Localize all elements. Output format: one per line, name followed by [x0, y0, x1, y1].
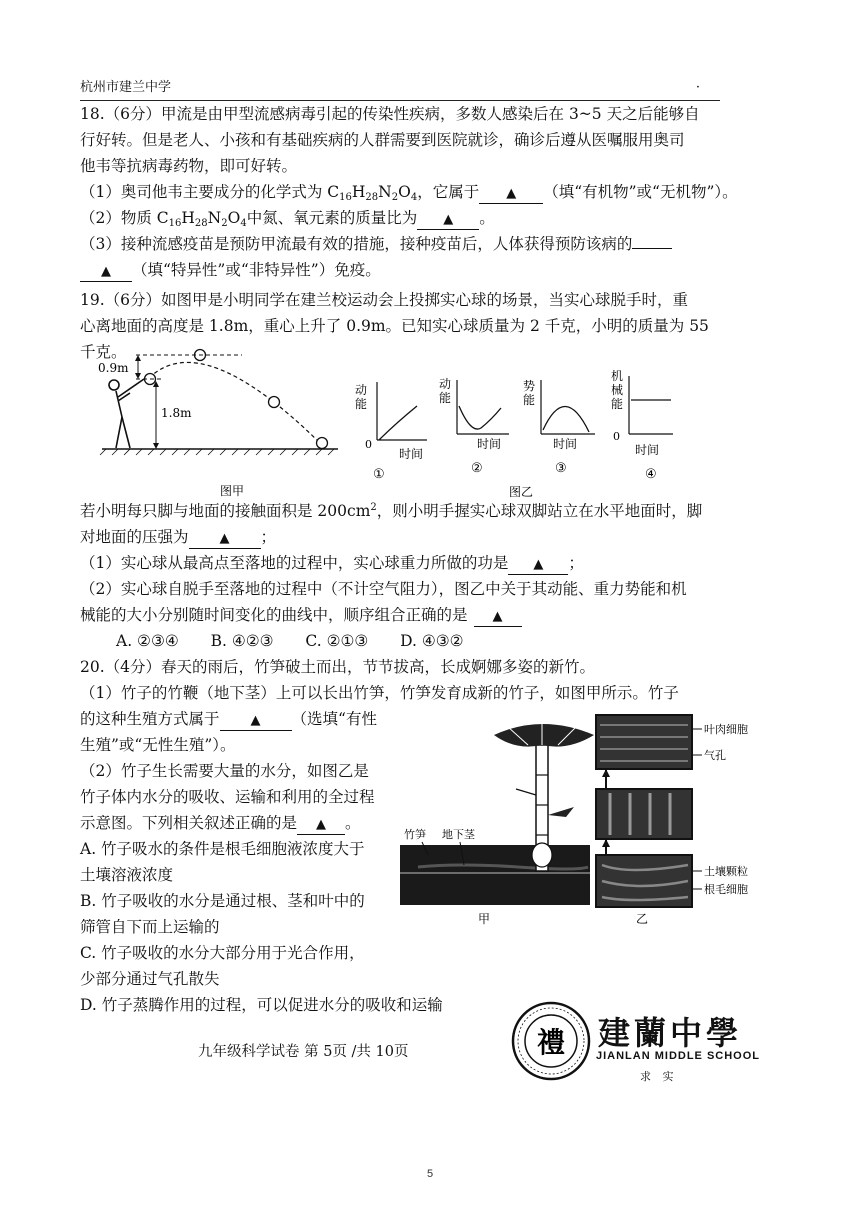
- seal-char: 禮: [536, 1026, 566, 1059]
- q19-intro-1: 19.（6分）如图甲是小明同学在建兰校运动会上投掷实心球的场景，当实心球脱手时，重: [80, 291, 689, 309]
- q19-options: [116, 630, 464, 652]
- label-0-9m: 0.9m: [98, 361, 129, 375]
- ball-mid: [269, 397, 280, 408]
- svg-text:机: 机: [611, 369, 624, 383]
- q20-option-c-1[interactable]: C. 竹子吸收的水分大部分用于光合作用，: [80, 944, 365, 962]
- q20-intro: 20.（4分）春天的雨后，竹笋破土而出，节节拔高，长成婀娜多姿的新竹。: [80, 658, 596, 676]
- graph-2: [439, 376, 509, 476]
- svg-text:时间: 时间: [635, 443, 660, 457]
- svg-text:④: ④: [645, 467, 657, 482]
- q19-pressure-line-1: 若小明每只脚与地面的接触面积是 $200cm^2$，则小明手握实心球双脚站立在水平地面时，脚: [80, 501, 703, 520]
- svg-text:势: 势: [523, 379, 536, 393]
- caption-yi: 图乙: [509, 485, 534, 498]
- answer-blank[interactable]: ▲: [417, 209, 479, 230]
- label-zhusun: 竹笋: [404, 828, 426, 841]
- graph-4: [611, 368, 673, 482]
- svg-text:②: ②: [471, 461, 483, 476]
- q19-part-2-line-2: 械能的大小分别随时间变化的曲线中，顺序组合正确的是 ▲: [80, 604, 522, 627]
- answer-blank[interactable]: ▲: [220, 710, 292, 731]
- ball-ground: [317, 438, 328, 449]
- label-genmao: 根毛细胞: [704, 883, 748, 896]
- answer-blank[interactable]: ▲: [479, 183, 543, 204]
- answer-blank[interactable]: ▲: [508, 554, 568, 575]
- answer-blank[interactable]: ▲: [189, 528, 261, 549]
- svg-text:0: 0: [365, 438, 372, 451]
- figure-yi: [345, 368, 675, 498]
- trajectory-path: [149, 362, 320, 443]
- q19-part-2-line-1: （2）实心球自脱手至落地的过程中（不计空气阻力），图乙中关于其动能、重力势能和机: [80, 580, 687, 598]
- q20-part-1-line-2: 的这种生殖方式属于 ▲ （选填“有性: [80, 708, 377, 731]
- answer-blank[interactable]: ▲: [297, 814, 345, 835]
- q19-part-1: （1）实心球从最高点至落地的过程中，实心球重力所做的功是 ▲ ；: [80, 552, 584, 575]
- school-seal-logo: [510, 1000, 592, 1082]
- svg-text:能: 能: [439, 391, 452, 405]
- caption-bamboo-jia: 甲: [478, 912, 491, 926]
- svg-text:能: 能: [523, 393, 536, 407]
- q18-intro-2: 行好转。但是老人、小孩和有基础疾病的人群需要到医院就诊，确诊后遵从医嘱服用奥司: [80, 131, 685, 149]
- q20-part-2-line-1: （2）竹子生长需要大量的水分，如图乙是: [80, 762, 369, 780]
- graph-1: [355, 382, 427, 482]
- answer-blank-start[interactable]: [632, 248, 672, 249]
- svg-text:能: 能: [611, 397, 624, 411]
- q18-intro-3: 他韦等抗病毒药物，即可好转。: [80, 157, 298, 175]
- svg-text:0: 0: [613, 430, 620, 443]
- label-qikong: 气孔: [704, 749, 726, 762]
- figure-bamboo: [398, 705, 760, 927]
- page-footer: 九年级科学试卷 第 5页 /共 10页: [198, 1044, 409, 1060]
- q20-part-1-line-1: （1）竹子的竹鞭（地下茎）上可以长出竹笋，竹笋发育成新的竹子，如图甲所示。竹子: [80, 684, 679, 702]
- q20-option-c-2: 少部分通过气孔散失: [80, 970, 220, 988]
- q20-part-2-line-2: 竹子体内水分的吸收、运输和利用的全过程: [80, 788, 375, 806]
- label-dixiajing: 地下茎: [442, 828, 475, 841]
- q20-option-a-1[interactable]: A. 竹子吸水的条件是根毛细胞液浓度大于: [80, 840, 365, 858]
- option-b[interactable]: B. ④②③: [210, 632, 274, 650]
- q18-intro-1: 18.（6分）甲流是由甲型流感病毒引起的传染性疾病，多数人感染后在 3~5 天之后能够自: [80, 105, 700, 123]
- q20-option-b-1[interactable]: B. 竹子吸收的水分是通过根、茎和叶中的: [80, 892, 365, 910]
- svg-text:能: 能: [355, 397, 368, 411]
- option-a[interactable]: A. ②③④: [116, 632, 179, 650]
- svg-text:③: ③: [555, 461, 567, 476]
- logo-name: 建蘭中學: [598, 1014, 743, 1052]
- q18-part-1: （1）奥司他韦主要成分的化学式为 $C_{16}H_{28}N_2O_4$，它属于 ▲ （填“有机物”或“无机物”）。: [80, 183, 738, 203]
- q20-option-a-2: 土壤溶液浓度: [80, 866, 174, 884]
- answer-blank[interactable]: ▲: [474, 606, 522, 627]
- logo-english: JIANLAN MIDDLE SCHOOL: [596, 1050, 760, 1062]
- label-turang: 土壤颗粒: [704, 865, 748, 878]
- page-header: [80, 78, 720, 101]
- q18-part-3-line-1: （3）接种流感疫苗是预防甲流最有效的措施，接种疫苗后，人体获得预防该病的: [80, 233, 672, 255]
- soil-block: [400, 845, 590, 905]
- q18-part-3-line-2: ▲ （填“特异性”或“非特异性”）免疫。: [80, 259, 381, 282]
- graph-3: [523, 378, 595, 476]
- svg-text:时间: 时间: [477, 437, 502, 451]
- ground-hatching: [100, 449, 334, 455]
- q20-option-d[interactable]: D. 竹子蒸腾作用的过程，可以促进水分的吸收和运输: [80, 996, 443, 1014]
- svg-text:①: ①: [373, 467, 385, 482]
- label-yerou: 叶肉细胞: [704, 723, 748, 736]
- q20-part-1-line-3: 生殖”或“无性生殖”）。: [80, 736, 236, 754]
- q20-option-b-2: 筛管自下而上运输的: [80, 918, 220, 936]
- q20-part-2-line-3: 示意图。下列相关叙述正确的是 ▲ 。: [80, 812, 361, 835]
- q19-intro-2: 心离地面的高度是 1.8m，重心上升了 0.9m。已知实心球质量为 2 千克，小明的质量为 55: [80, 317, 709, 335]
- svg-text:时间: 时间: [553, 437, 578, 451]
- caption-jia: 图甲: [220, 484, 245, 498]
- figure-jia: [92, 345, 347, 500]
- caption-bamboo-yi: 乙: [636, 912, 649, 926]
- answer-blank[interactable]: ▲: [80, 261, 132, 282]
- svg-text:动: 动: [439, 377, 452, 391]
- school-name: 杭州市建兰中学: [80, 80, 172, 95]
- option-d[interactable]: D. ④③②: [400, 632, 464, 650]
- svg-text:动: 动: [355, 383, 368, 397]
- q18-part-2: （2）物质 $C_{16}H_{28}N_2O_4$中氮、氧元素的质量比为 ▲ 。: [80, 209, 495, 229]
- svg-text:时间: 时间: [399, 447, 424, 461]
- svg-text:械: 械: [611, 383, 624, 397]
- q19-pressure-line-2: 对地面的压强为 ▲ ；: [80, 526, 276, 549]
- page-number: 5: [426, 1168, 434, 1180]
- label-1-8m: 1.8m: [161, 406, 192, 420]
- option-c[interactable]: C. ②①③: [305, 632, 369, 650]
- header-mark: ·: [695, 80, 700, 95]
- logo-motto: 求 实: [640, 1070, 678, 1083]
- q19-intro-3: 千克。: [80, 343, 127, 361]
- thrower-figure: [109, 379, 144, 448]
